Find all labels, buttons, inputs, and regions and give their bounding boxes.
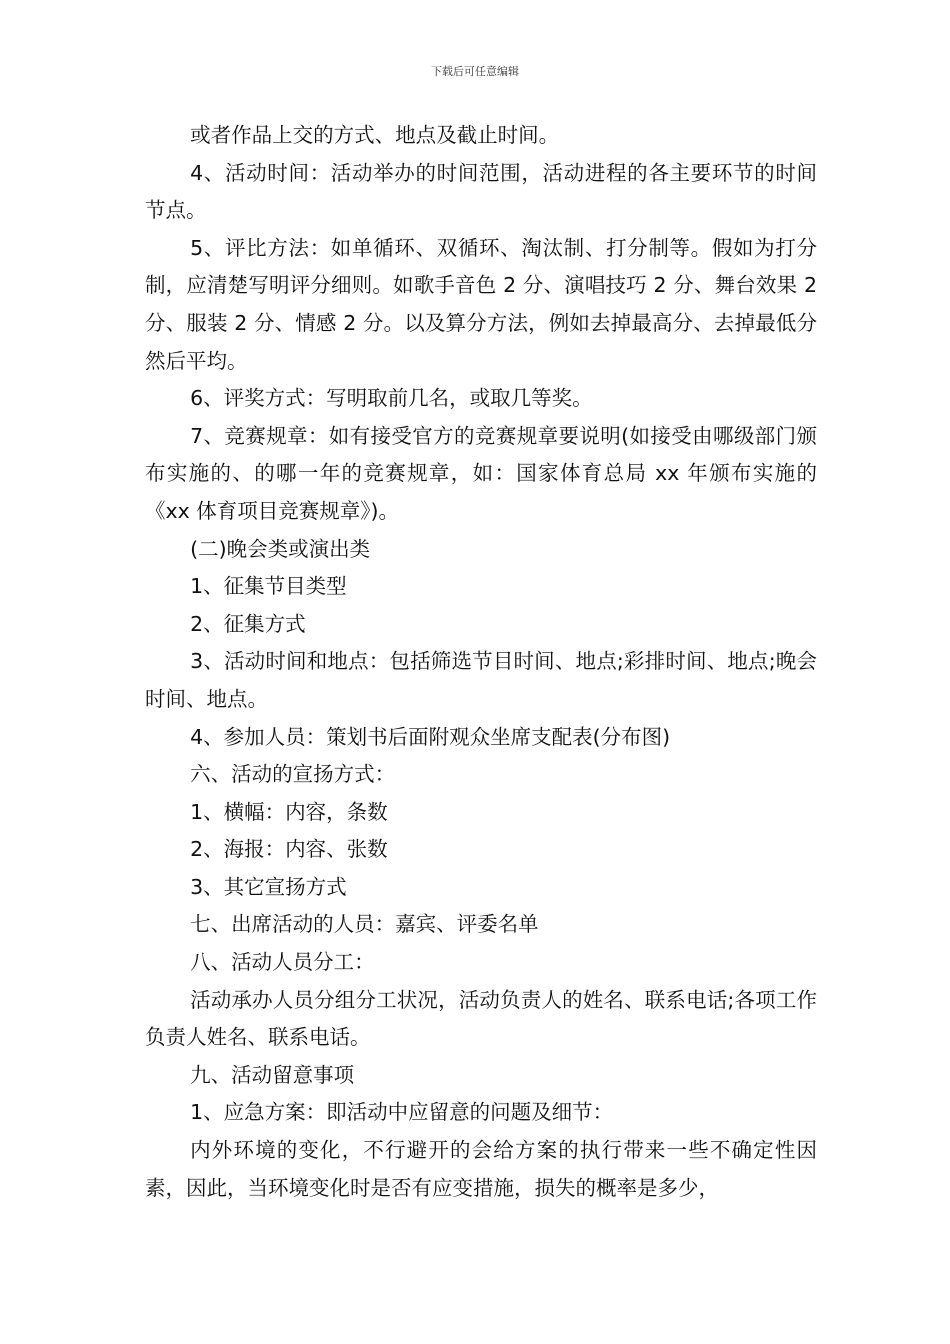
paragraph: 八、活动人员分工：	[190, 950, 375, 975]
paragraph: 3、其它宣扬方式	[190, 874, 347, 899]
paragraph: 七、出席活动的人员：嘉宾、评委名单	[190, 912, 539, 937]
paragraph: 3、活动时间和地点：包括筛选节目时间、地点;彩排时间、地点;晚会时间、地点。	[145, 649, 817, 711]
paragraph: 4、活动时间：活动举办的时间范围，活动进程的各主要环节的时间节点。	[145, 160, 817, 223]
paragraph: 活动承办人员分组分工状况，活动负责人的姓名、联系电话;各项工作负责人姓名、联系电话。	[145, 987, 817, 1050]
paragraph: 六、活动的宣扬方式：	[190, 762, 396, 787]
page-header: 下载后可任意编辑	[431, 65, 519, 78]
paragraph: 2、征集方式	[190, 611, 306, 636]
paragraph: 2、海报：内容、张数	[190, 837, 388, 862]
paragraph: 6、评奖方式：写明取前几名，或取几等奖。	[190, 386, 593, 411]
paragraph: 1、征集节目类型	[190, 574, 347, 599]
paragraph: 九、活动留意事项	[190, 1062, 355, 1087]
paragraph: 1、横幅：内容，条数	[190, 799, 388, 824]
paragraph: 或者作品上交的方式、地点及截止时间。	[190, 123, 560, 147]
document-body	[145, 117, 817, 1207]
paragraph: (二)晚会类或演出类	[190, 536, 371, 561]
paragraph: 5、评比方法：如单循环、双循环、淘汰制、打分制等。假如为打分制，应清楚写明评分细则。如歌手音色 2 分、演唱技巧 2 分、舞台效果 2 分、服装 2 分、情感 2 分。以及算分方法，例如去掉最高分、去掉最低分然后平均。	[145, 235, 817, 373]
paragraph: 内外环境的变化，不行避开的会给方案的执行带来一些不确定性因素，因此，当环境变化时是否有应变措施，损失的概率是多少，	[145, 1138, 817, 1200]
paragraph: 4、参加人员：策划书后面附观众坐席支配表(分布图)	[190, 724, 671, 749]
paragraph: 1、应急方案：即活动中应留意的问题及细节：	[190, 1100, 614, 1125]
paragraph: 7、竞赛规章：如有接受官方的竞赛规章要说明(如接受由哪级部门颁布实施的、的哪一年的竞赛规章，如：国家体育总局 xx 年颁布实施的《xx 体育项目竞赛规章》)。	[145, 423, 817, 523]
